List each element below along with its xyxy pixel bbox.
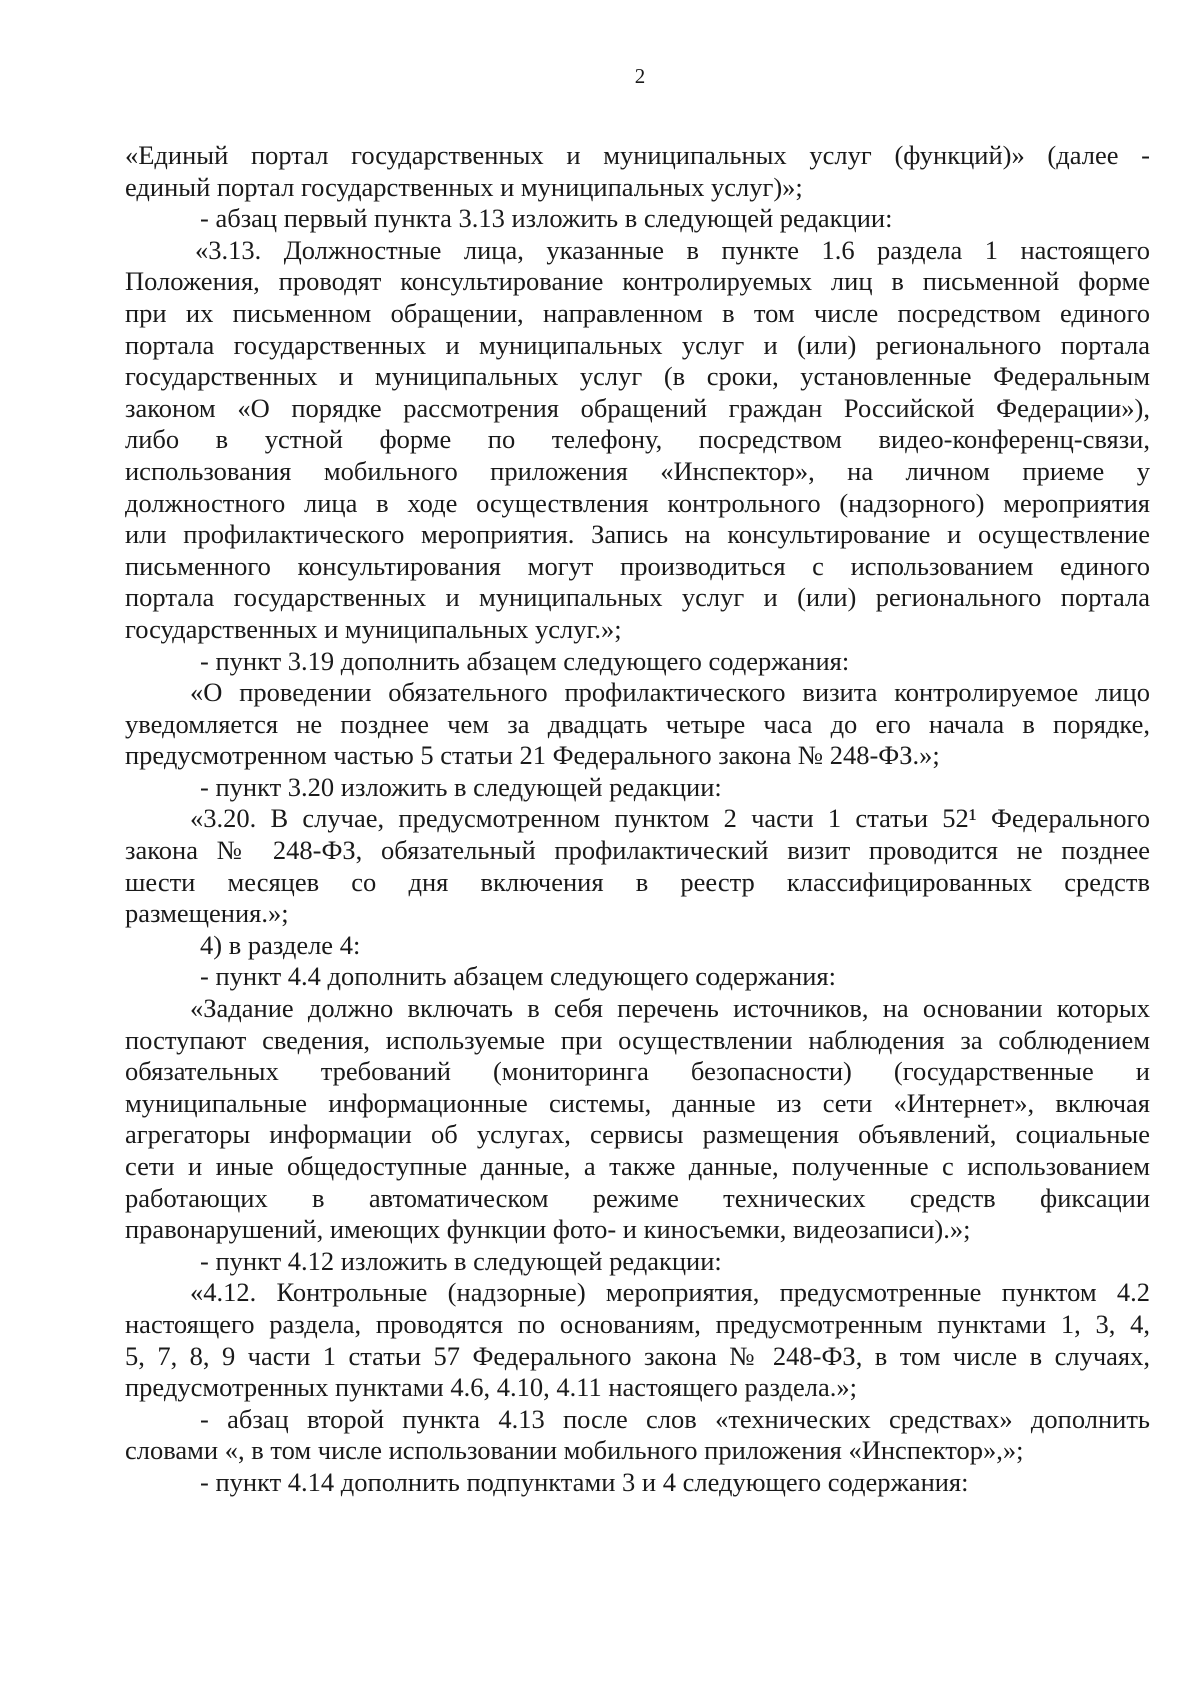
text-line: агрегаторы информации об услугах, сервисы размещения объявлений, социальные	[125, 1119, 1150, 1150]
text-line: письменного консультирования могут производиться с использованием единого	[125, 550, 1150, 581]
text-line: «4.12. Контрольные (надзорные) мероприятия, предусмотренные пунктом 4.2	[190, 1277, 1150, 1308]
text-line: правонарушений, имеющих функции фото- и киносъемки, видеозаписи).»;	[125, 1214, 971, 1245]
text-line: размещения.»;	[125, 898, 289, 929]
text-line: «Единый портал государственных и муниципальных услуг (функций)» (далее -	[125, 140, 1150, 170]
text-line: либо в устной форме по телефону, посредством видео-конференц-связи,	[125, 424, 1150, 455]
text-line: сети и иные общедоступные данные, а также данные, полученные с использованием	[125, 1151, 1150, 1181]
text-line: портала государственных и муниципальных услуг и (или) регионального портала	[125, 582, 1150, 613]
text-line: - пункт 4.12 изложить в следующей редакции:	[200, 1245, 722, 1276]
text-line: при их письменном обращении, направленном в том числе посредством единого	[125, 297, 1150, 328]
text-line: или профилактического мероприятия. Запись на консультирование и осуществление	[125, 519, 1150, 550]
text-line: предусмотренном частью 5 статьи 21 Федерального закона № 248-ФЗ.»;	[125, 740, 940, 771]
text-line: - пункт 4.4 дополнить абзацем следующего содержания:	[200, 961, 836, 992]
text-line: законом «О порядке рассмотрения обращений граждан Российской Федерации»),	[125, 392, 1150, 423]
text-line: единый портал государственных и муниципальных услуг)»;	[125, 171, 803, 202]
text-line: шести месяцев со дня включения в реестр классифицированных средств	[125, 866, 1150, 897]
text-line: муниципальные информационные системы, данные из сети «Интернет», включая	[125, 1087, 1150, 1118]
page-number: 2	[634, 64, 646, 88]
text-line: «О проведении обязательного профилактического визита контролируемое лицо	[190, 677, 1150, 708]
text-line: закона № 248-ФЗ, обязательный профилактический визит проводится не позднее	[125, 835, 1150, 866]
text-line: - пункт 3.19 дополнить абзацем следующего содержания:	[200, 645, 850, 676]
document-body	[125, 140, 1150, 1499]
text-line: уведомляется не позднее чем за двадцать четыре часа до его начала в порядке,	[125, 708, 1150, 739]
text-line: работающих в автоматическом режиме технических средств фиксации	[125, 1182, 1150, 1213]
text-line: государственных и муниципальных услуг (в сроки, установленные Федеральным	[125, 361, 1150, 392]
text-line: предусмотренных пунктами 4.6, 4.10, 4.11 настоящего раздела.»;	[125, 1372, 857, 1403]
text-line: - пункт 3.20 изложить в следующей редакции:	[200, 771, 722, 802]
text-line: «Задание должно включать в себя перечень источников, на основании которых	[190, 993, 1150, 1024]
text-line: поступают сведения, используемые при осуществлении наблюдения за соблюдением	[125, 1024, 1150, 1055]
text-line: - пункт 4.14 дополнить подпунктами 3 и 4 следующего содержания:	[200, 1466, 969, 1497]
text-line: словами «, в том числе использовании мобильного приложения «Инспектор»,»;	[125, 1435, 1024, 1466]
text-line: обязательных требований (мониторинга безопасности) (государственные и	[125, 1056, 1150, 1087]
text-line: - абзац первый пункта 3.13 изложить в следующей редакции:	[200, 203, 893, 234]
text-line: «3.13. Должностные лица, указанные в пункте 1.6 раздела 1 настоящего	[195, 234, 1150, 265]
text-line: 5, 7, 8, 9 части 1 статьи 57 Федерального закона № 248-ФЗ, в том числе в случаях,	[125, 1340, 1150, 1371]
text-line: использования мобильного приложения «Инспектор», на личном приеме у	[125, 455, 1150, 486]
text-line: портала государственных и муниципальных услуг и (или) регионального портала	[125, 329, 1150, 360]
text-line: «3.20. В случае, предусмотренном пунктом 2 части 1 статьи 52¹ Федерального	[190, 803, 1150, 834]
text-line: - абзац второй пункта 4.13 после слов «технических средствах» дополнить	[200, 1403, 1150, 1434]
text-line: государственных и муниципальных услуг.»;	[125, 613, 622, 644]
text-line: должностного лица в ходе осуществления контрольного (надзорного) мероприятия	[125, 487, 1150, 518]
text-line: 4) в разделе 4:	[200, 929, 361, 960]
text-line: настоящего раздела, проводятся по основаниям, предусмотренным пунктами 1, 3, 4,	[125, 1308, 1150, 1339]
text-line: Положения, проводят консультирование контролируемых лиц в письменной форме	[125, 266, 1150, 297]
